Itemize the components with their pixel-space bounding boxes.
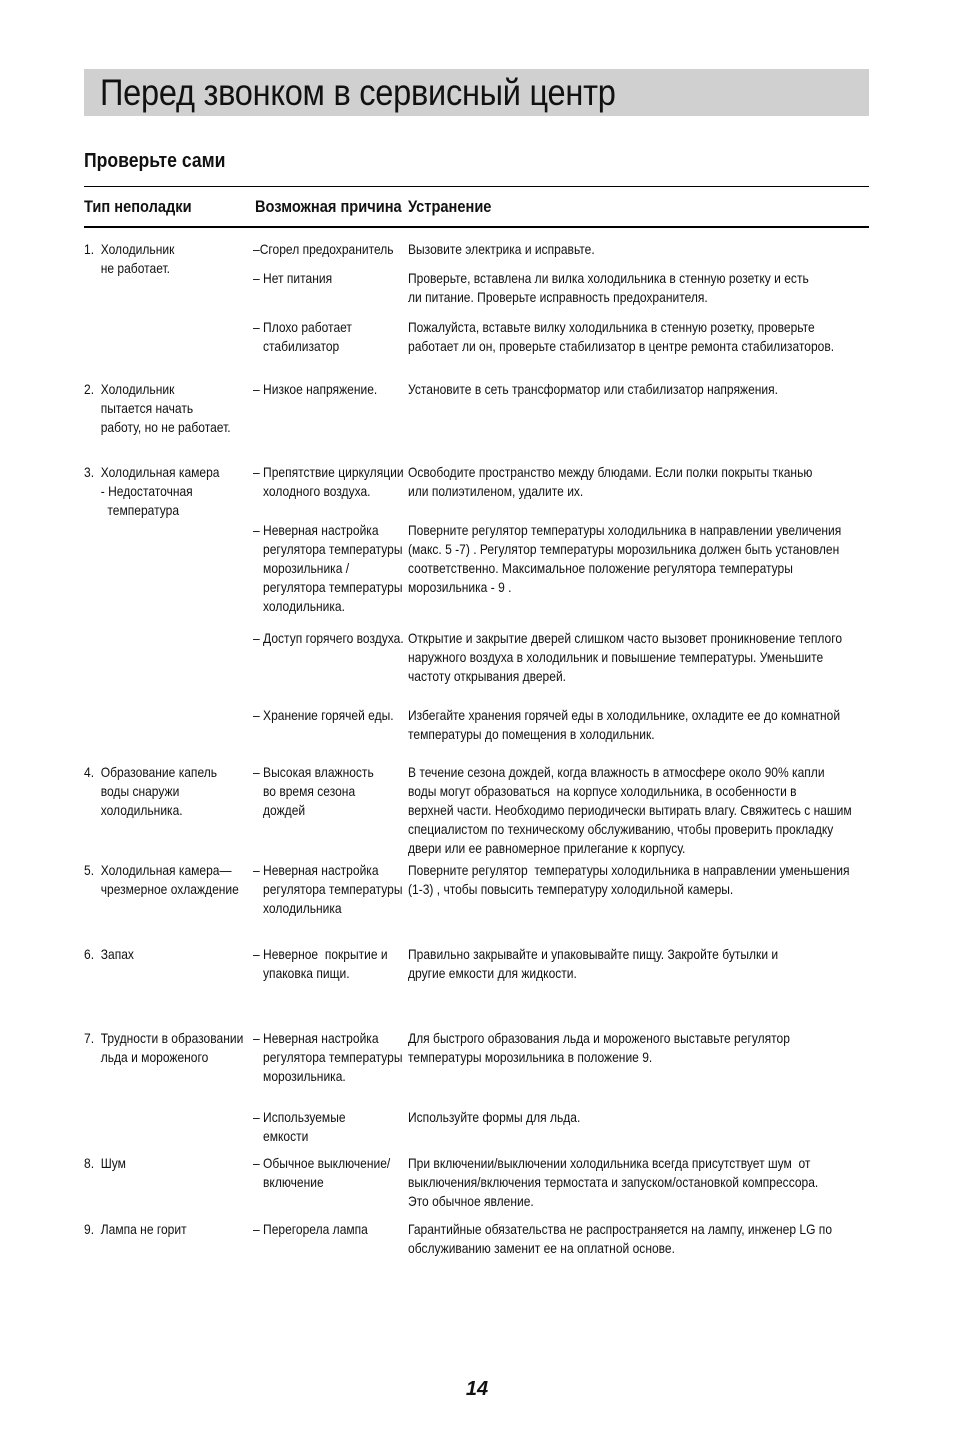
fix-cell: Пожалуйста, вставьте вилку холодильника в стенную розетку, проверьте работает ли он, проверьте стабилизатор в центре ремонта стабилизаторов.	[408, 319, 835, 354]
problem-cell: 2. Холодильник пытается начать работу, но не работает.	[84, 381, 231, 435]
cause-cell: – Неверная настройка регулятора температуры морозильника.	[253, 1030, 403, 1084]
fix-cell: Поверните регулятор температуры холодильника в направлении увеличения (макс. 5 -7) . Регулятор температуры морозильника должен быть установлен соответственно. Максимальное положение регулятора температуры морозильника - 9 .	[408, 522, 842, 595]
cause-cell: – Неверное покрытие и упаковка пищи.	[253, 946, 388, 981]
fix-cell: Избегайте хранения горячей еды в холодильнике, охладите ее до комнатной температуры до помещения в холодильник.	[408, 707, 841, 742]
fix-cell: Гарантийные обязательства не распространяется на лампу, инженер LG по обслуживанию заменит ее на оплатной основе.	[408, 1221, 833, 1256]
problem-cell: 6. Запах	[84, 946, 134, 962]
fix-cell: При включении/выключении холодильника всегда присутствует шум от выключения/включения термостата и запуском/остановкой компрессора. Это обычное явление.	[408, 1155, 819, 1209]
page-number: 14	[465, 1378, 489, 1400]
section-title: Проверьте сами	[84, 150, 226, 172]
problem-cell: 9. Лампа не горит	[84, 1221, 187, 1237]
fix-cell: Проверьте, вставлена ли вилка холодильника в стенную розетку и есть ли питание. Проверьте исправность предохранителя.	[408, 270, 809, 305]
fix-cell: Освободите пространство между блюдами. Если полки покрыты тканью или полиэтиленом, удалите их.	[408, 464, 813, 499]
cause-cell: – Низкое напряжение.	[253, 381, 378, 397]
cause-cell: – Неверная настройка регулятора температуры морозильника / регулятора температуры холодильника.	[253, 522, 403, 614]
divider-top	[84, 186, 869, 187]
cause-cell: – Неверная настройка регулятора температуры холодильника	[253, 862, 403, 916]
problem-cell: 4. Образование капель воды снаружи холодильника.	[84, 764, 218, 818]
fix-cell: Используйте формы для льда.	[408, 1109, 581, 1125]
column-header-cause: Возможная причина	[255, 197, 402, 216]
fix-cell: Правильно закрывайте и упаковывайте пищу. Закройте бутылки и другие емкости для жидкости.	[408, 946, 779, 981]
fix-cell: Вызовите электрика и исправьте.	[408, 241, 595, 257]
cause-cell: – Препятствие циркуляции холодного воздуха.	[253, 464, 404, 499]
cause-cell: – Хранение горячей еды.	[253, 707, 394, 723]
problem-cell: 7. Трудности в образовании льда и мороженого	[84, 1030, 244, 1065]
column-header-fix: Устранение	[408, 197, 492, 216]
cause-cell: – Плохо работает стабилизатор	[253, 319, 352, 354]
cause-cell: – Перегорела лампа	[253, 1221, 368, 1237]
page-title: Перед звонком в сервисный центр	[100, 72, 616, 113]
fix-cell: Установите в сеть трансформатор или стабилизатор напряжения.	[408, 381, 779, 397]
problem-cell: 1. Холодильник не работает.	[84, 241, 175, 276]
cause-cell: – Высокая влажность во время сезона дождей	[253, 764, 374, 818]
fix-cell: Для быстрого образования льда и мороженого выставьте регулятор температуры морозильника в положение 9.	[408, 1030, 790, 1065]
cause-cell: –Сгорел предохранитель	[253, 241, 394, 257]
column-header-type: Тип неполадки	[84, 197, 192, 216]
cause-cell: – Используемые емкости	[253, 1109, 346, 1144]
cause-cell: – Обычное выключение/ включение	[253, 1155, 391, 1190]
cause-cell: – Нет питания	[253, 270, 333, 286]
cause-cell: – Доступ горячего воздуха.	[253, 630, 404, 646]
problem-cell: 5. Холодильная камера— чрезмерное охлаждение	[84, 862, 239, 897]
fix-cell: Открытие и закрытие дверей слишком часто вызовет проникновение теплого наружного воздуха в холодильник и повышение температуры. Уменьшите частоту открывания дверей.	[408, 630, 843, 684]
fix-cell: Поверните регулятор температуры холодильника в направлении уменьшения (1-3) , чтобы повысить температуру холодильной камеры.	[408, 862, 850, 897]
problem-cell: 8. Шум	[84, 1155, 126, 1171]
fix-cell: В течение сезона дождей, когда влажность в атмосфере около 90% капли воды могут образоваться на корпусе холодильника, в особенности в верхней части. Необходимо периодически вытирать влагу. Свяжитесь с нашим специалистом по техническому обслуживанию, чтобы проверить прокладку двери или ее равномерное прилегание к корпусу.	[408, 764, 852, 856]
problem-cell: 3. Холодильная камера - Недостаточная температура	[84, 464, 220, 518]
divider-header	[84, 226, 869, 228]
